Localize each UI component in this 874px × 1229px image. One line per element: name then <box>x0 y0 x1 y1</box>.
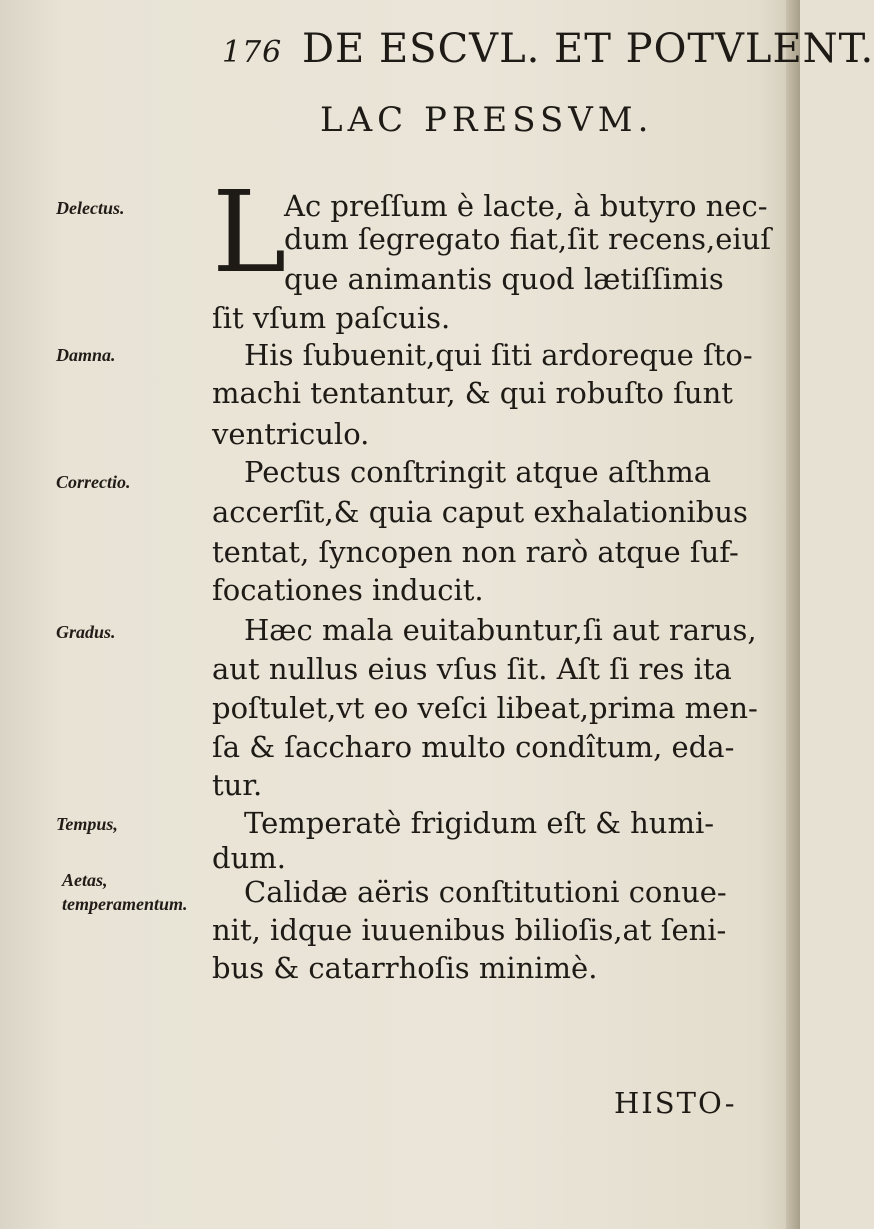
section-title: LAC PRESSVM. <box>320 100 654 140</box>
margin-note-gradus: Gradus. <box>56 622 116 642</box>
text-line: nit, idque iuuenibus bilioſis,at ſeni- <box>212 913 727 947</box>
text-line: dum ſegregato fiat,ſit recens,eiuſ <box>284 222 772 256</box>
text-line: ventriculo. <box>212 417 370 451</box>
drop-cap: L <box>212 168 287 298</box>
running-header <box>222 26 874 72</box>
text-line: bus & catarrhoſis minimè. <box>212 951 598 985</box>
text-line: Pectus conſtringit atque aſthma <box>244 455 712 489</box>
catchword: HISTO- <box>614 1086 737 1120</box>
text-line: machi tentantur, & qui robuſto ſunt <box>212 376 733 410</box>
text-line: Calidæ aëris conſtitutioni conue- <box>244 875 727 909</box>
text-line: Ac preſſum è lacte, à butyro nec- <box>284 189 768 223</box>
text-line: tur. <box>212 768 263 802</box>
margin-note-delectus: Delectus. <box>56 198 125 218</box>
text-line: dum. <box>212 841 286 875</box>
text-line: His ſubuenit,qui ſiti ardoreque ſto- <box>244 338 753 372</box>
text-line: Temperatè frigidum eſt & humi- <box>244 806 715 840</box>
page-edge <box>786 0 800 1229</box>
margin-note-correctio: Correctio. <box>56 472 131 492</box>
margin-note-damna: Damna. <box>56 345 116 365</box>
text-line: poſtulet,vt eo veſci libeat,prima men- <box>212 691 758 725</box>
text-line: ſit vſum paſcuis. <box>212 301 451 335</box>
text-line: que animantis quod lætiſſimis <box>284 262 724 296</box>
page-number: 176 <box>222 35 283 70</box>
text-line: aut nullus eius vſus ſit. Aſt ſi res ita <box>212 652 732 686</box>
text-line: ſa & ſaccharo multo condîtum, eda- <box>212 730 735 764</box>
text-line: focationes inducit. <box>212 573 484 607</box>
text-line: Hæc mala euitabuntur,ſi aut rarus, <box>244 613 757 647</box>
margin-note-aetas: Aetas, temperamentum. <box>62 870 188 914</box>
text-line: tentat, ſyncopen non rarò atque ſuf- <box>212 535 739 569</box>
running-title: DE ESCVL. ET POTVLENT. <box>301 26 874 72</box>
margin-note-tempus: Tempus, <box>56 814 118 834</box>
text-line: accerſit,& quia caput exhalationibus <box>212 495 748 529</box>
